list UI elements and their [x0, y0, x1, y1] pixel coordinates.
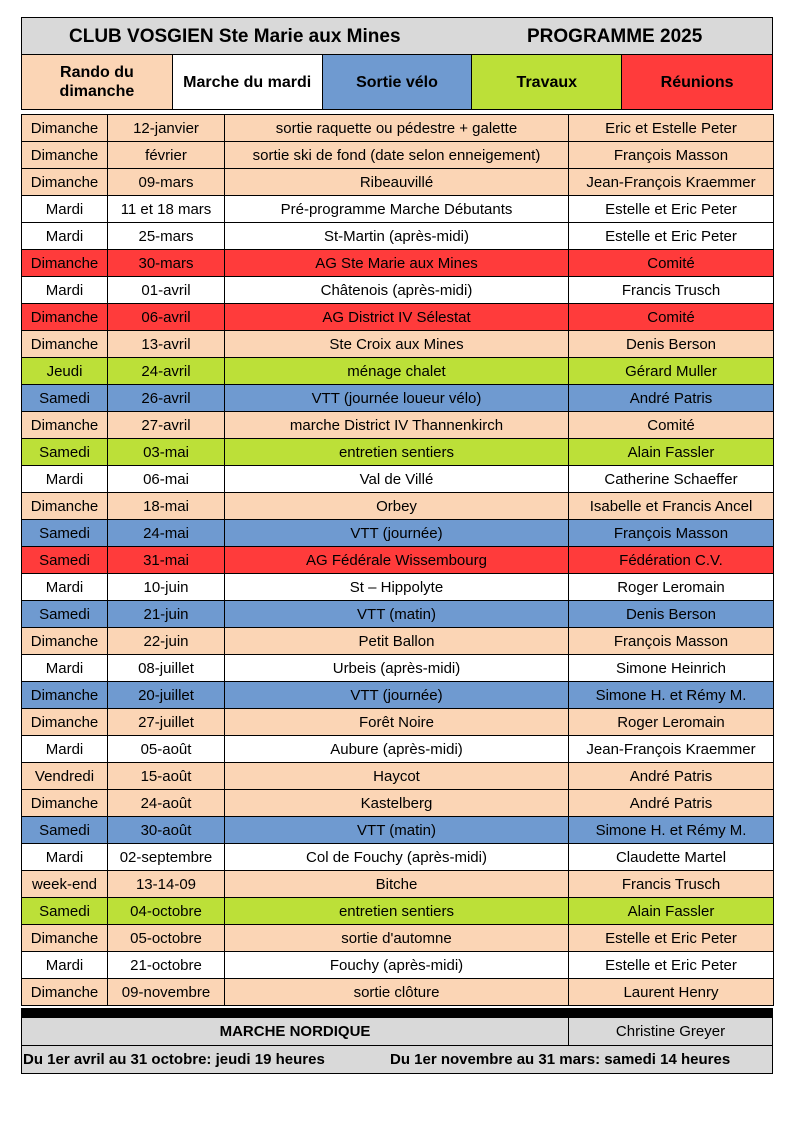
table-row [22, 385, 774, 412]
date-cell: 26-avril [108, 385, 225, 412]
activity-cell: Forêt Noire [225, 709, 569, 736]
date-cell: 06-mai [108, 466, 225, 493]
leader-cell: Alain Fassler [569, 898, 774, 925]
day-cell: Mardi [22, 952, 108, 979]
activity-cell: St-Martin (après-midi) [225, 223, 569, 250]
table-row [22, 871, 774, 898]
legend-marche-mardi: Marche du mardi [173, 55, 323, 109]
color-legend [21, 55, 773, 110]
activity-cell: VTT (matin) [225, 817, 569, 844]
leader-cell: Comité [569, 250, 774, 277]
nordic-title: MARCHE NORDIQUE [22, 1018, 569, 1045]
date-cell: 18-mai [108, 493, 225, 520]
leader-cell: Comité [569, 412, 774, 439]
day-cell: Dimanche [22, 925, 108, 952]
table-row [22, 655, 774, 682]
table-row [22, 736, 774, 763]
activity-cell: Kastelberg [225, 790, 569, 817]
date-cell: 30-août [108, 817, 225, 844]
page-header [21, 17, 773, 55]
activity-cell: Val de Villé [225, 466, 569, 493]
table-row [22, 709, 774, 736]
date-cell: 12-janvier [108, 115, 225, 142]
day-cell: Dimanche [22, 682, 108, 709]
day-cell: Dimanche [22, 790, 108, 817]
table-row [22, 925, 774, 952]
day-cell: Mardi [22, 736, 108, 763]
date-cell: 27-avril [108, 412, 225, 439]
leader-cell: François Masson [569, 628, 774, 655]
day-cell: Samedi [22, 385, 108, 412]
leader-cell: André Patris [569, 763, 774, 790]
activity-cell: Châtenois (après-midi) [225, 277, 569, 304]
leader-cell: Simone Heinrich [569, 655, 774, 682]
date-cell: 27-juillet [108, 709, 225, 736]
activity-cell: Aubure (après-midi) [225, 736, 569, 763]
table-row [22, 763, 774, 790]
leader-cell: Estelle et Eric Peter [569, 196, 774, 223]
date-cell: 08-juillet [108, 655, 225, 682]
table-row [22, 439, 774, 466]
programme-rows [22, 115, 774, 1006]
club-title: CLUB VOSGIEN Ste Marie aux Mines [69, 26, 401, 47]
leader-cell: Alain Fassler [569, 439, 774, 466]
day-cell: Dimanche [22, 115, 108, 142]
leader-cell: Simone H. et Rémy M. [569, 817, 774, 844]
activity-cell: VTT (matin) [225, 601, 569, 628]
date-cell: 30-mars [108, 250, 225, 277]
date-cell: 21-octobre [108, 952, 225, 979]
day-cell: Dimanche [22, 979, 108, 1006]
table-row [22, 628, 774, 655]
date-cell: 09-mars [108, 169, 225, 196]
date-cell: 24-avril [108, 358, 225, 385]
table-row [22, 412, 774, 439]
legend-reunions: Réunions [622, 55, 773, 109]
activity-cell: Pré-programme Marche Débutants [225, 196, 569, 223]
table-row [22, 115, 774, 142]
activity-cell: AG Ste Marie aux Mines [225, 250, 569, 277]
day-cell: Dimanche [22, 250, 108, 277]
activity-cell: AG District IV Sélestat [225, 304, 569, 331]
leader-cell: Jean-François Kraemmer [569, 169, 774, 196]
leader-cell: Gérard Muller [569, 358, 774, 385]
activity-cell: AG Fédérale Wissembourg [225, 547, 569, 574]
activity-cell: entretien sentiers [225, 439, 569, 466]
leader-cell: Fédération C.V. [569, 547, 774, 574]
nordic-leader: Christine Greyer [615, 1023, 726, 1040]
date-cell: février [108, 142, 225, 169]
activity-cell: Ste Croix aux Mines [225, 331, 569, 358]
leader-cell: Estelle et Eric Peter [569, 925, 774, 952]
table-row [22, 196, 774, 223]
date-cell: 03-mai [108, 439, 225, 466]
activity-cell: St – Hippolyte [225, 574, 569, 601]
day-cell: Samedi [22, 898, 108, 925]
nordic-footer [21, 1017, 773, 1074]
date-cell: 24-mai [108, 520, 225, 547]
table-row [22, 790, 774, 817]
activity-cell: sortie d'automne [225, 925, 569, 952]
leader-cell: Simone H. et Rémy M. [569, 682, 774, 709]
date-cell: 21-juin [108, 601, 225, 628]
day-cell: Dimanche [22, 331, 108, 358]
day-cell: Dimanche [22, 628, 108, 655]
day-cell: Mardi [22, 844, 108, 871]
day-cell: Samedi [22, 601, 108, 628]
day-cell: Mardi [22, 223, 108, 250]
day-cell: Mardi [22, 466, 108, 493]
date-cell: 13-14-09 [108, 871, 225, 898]
date-cell: 31-mai [108, 547, 225, 574]
leader-cell: François Masson [569, 142, 774, 169]
activity-cell: Urbeis (après-midi) [225, 655, 569, 682]
leader-cell: Jean-François Kraemmer [569, 736, 774, 763]
leader-cell: Estelle et Eric Peter [569, 952, 774, 979]
day-cell: Samedi [22, 439, 108, 466]
activity-cell: Ribeauvillé [225, 169, 569, 196]
table-row [22, 169, 774, 196]
table-row [22, 277, 774, 304]
day-cell: Jeudi [22, 358, 108, 385]
activity-cell: Col de Fouchy (après-midi) [225, 844, 569, 871]
leader-cell: André Patris [569, 790, 774, 817]
leader-cell: Catherine Schaeffer [569, 466, 774, 493]
day-cell: Dimanche [22, 709, 108, 736]
activity-cell: sortie raquette ou pédestre + galette [225, 115, 569, 142]
table-row [22, 952, 774, 979]
activity-cell: VTT (journée) [225, 682, 569, 709]
activity-cell: Bitche [225, 871, 569, 898]
nordic-schedule-winter: Du 1er novembre au 31 mars: samedi 14 heures [390, 1051, 731, 1068]
date-cell: 09-novembre [108, 979, 225, 1006]
table-row [22, 304, 774, 331]
table-row [22, 817, 774, 844]
date-cell: 06-avril [108, 304, 225, 331]
day-cell: week-end [22, 871, 108, 898]
leader-cell: Roger Leromain [569, 574, 774, 601]
leader-cell: Denis Berson [569, 331, 774, 358]
table-row [22, 979, 774, 1006]
leader-cell: Isabelle et Francis Ancel [569, 493, 774, 520]
date-cell: 05-octobre [108, 925, 225, 952]
table-row [22, 223, 774, 250]
leader-cell: Francis Trusch [569, 277, 774, 304]
day-cell: Samedi [22, 817, 108, 844]
day-cell: Dimanche [22, 142, 108, 169]
activity-cell: sortie ski de fond (date selon enneigement) [225, 142, 569, 169]
day-cell: Dimanche [22, 493, 108, 520]
leader-cell: François Masson [569, 520, 774, 547]
date-cell: 11 et 18 mars [108, 196, 225, 223]
table-row [22, 493, 774, 520]
date-cell: 24-août [108, 790, 225, 817]
programme-table [21, 114, 774, 1006]
table-row [22, 574, 774, 601]
separator-bar [21, 1008, 773, 1017]
leader-cell: Laurent Henry [569, 979, 774, 1006]
leader-cell: Claudette Martel [569, 844, 774, 871]
table-row [22, 601, 774, 628]
date-cell: 25-mars [108, 223, 225, 250]
date-cell: 10-juin [108, 574, 225, 601]
table-row [22, 844, 774, 871]
date-cell: 05-août [108, 736, 225, 763]
legend-sortie-velo: Sortie vélo [323, 55, 473, 109]
date-cell: 01-avril [108, 277, 225, 304]
legend-travaux: Travaux [472, 55, 622, 109]
activity-cell: Orbey [225, 493, 569, 520]
activity-cell: VTT (journée) [225, 520, 569, 547]
day-cell: Vendredi [22, 763, 108, 790]
date-cell: 13-avril [108, 331, 225, 358]
day-cell: Dimanche [22, 412, 108, 439]
table-row [22, 466, 774, 493]
nordic-schedule-summer: Du 1er avril au 31 octobre: jeudi 19 heures [23, 1051, 325, 1068]
leader-cell: Roger Leromain [569, 709, 774, 736]
activity-cell: Petit Ballon [225, 628, 569, 655]
table-row [22, 250, 774, 277]
table-row [22, 142, 774, 169]
day-cell: Mardi [22, 277, 108, 304]
day-cell: Mardi [22, 196, 108, 223]
day-cell: Mardi [22, 655, 108, 682]
activity-cell: entretien sentiers [225, 898, 569, 925]
date-cell: 20-juillet [108, 682, 225, 709]
table-row [22, 547, 774, 574]
leader-cell: Denis Berson [569, 601, 774, 628]
date-cell: 02-septembre [108, 844, 225, 871]
date-cell: 15-août [108, 763, 225, 790]
day-cell: Dimanche [22, 304, 108, 331]
table-row [22, 331, 774, 358]
activity-cell: Fouchy (après-midi) [225, 952, 569, 979]
table-row [22, 898, 774, 925]
day-cell: Mardi [22, 574, 108, 601]
activity-cell: sortie clôture [225, 979, 569, 1006]
leader-cell: Francis Trusch [569, 871, 774, 898]
leader-cell: Comité [569, 304, 774, 331]
day-cell: Dimanche [22, 169, 108, 196]
activity-cell: VTT (journée loueur vélo) [225, 385, 569, 412]
table-row [22, 520, 774, 547]
programme-sheet [21, 17, 773, 1074]
activity-cell: marche District IV Thannenkirch [225, 412, 569, 439]
activity-cell: ménage chalet [225, 358, 569, 385]
leader-cell: Eric et Estelle Peter [569, 115, 774, 142]
table-row [22, 682, 774, 709]
leader-cell: Estelle et Eric Peter [569, 223, 774, 250]
day-cell: Samedi [22, 547, 108, 574]
day-cell: Samedi [22, 520, 108, 547]
table-row [22, 358, 774, 385]
legend-rando-dimanche: Rando du dimanche [22, 55, 173, 109]
activity-cell: Haycot [225, 763, 569, 790]
leader-cell: André Patris [569, 385, 774, 412]
date-cell: 04-octobre [108, 898, 225, 925]
date-cell: 22-juin [108, 628, 225, 655]
programme-title: PROGRAMME 2025 [527, 26, 703, 47]
